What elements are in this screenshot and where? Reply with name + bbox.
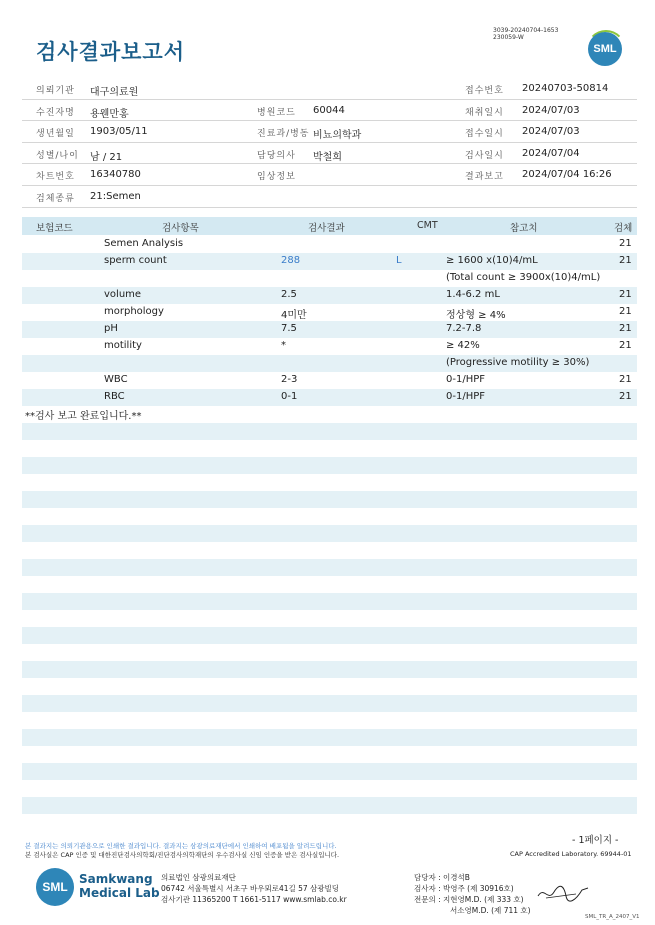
info-row: 생년월일 1903/05/11 진료과/병동 비뇨의학과 접수일시 2024/07/03: [22, 121, 637, 143]
patient-name: 용웬만홍: [90, 108, 129, 120]
table-row: WBC 2-3 0-1/HPF 21: [104, 374, 632, 385]
lab-name: Samkwang Medical Lab: [79, 872, 160, 900]
receipt-no: 20240703-50814: [522, 83, 609, 94]
footer-note: 본 결과지는 의뢰기관용으로 인쇄한 결과입니다. 결과지는 삼광의료재단에서 인쇄하여 배포됨을 알려드립니다.: [25, 842, 337, 850]
info-row: 수진자명 용웬만홍 병원코드 60044 채취일시 2024/07/03: [22, 100, 637, 122]
sml-footer-logo: SML: [36, 868, 74, 906]
department: 비뇨의학과: [313, 130, 362, 142]
receipt-date: 2024/07/03: [522, 126, 580, 138]
info-row: 성별/나이 남 / 21 담당의사 박철희 검사일시 2024/07/04: [22, 143, 637, 165]
table-row: (Progressive motility ≥ 30%): [22, 355, 637, 372]
hospital-code: 60044: [313, 104, 345, 116]
requester: 대구의료원: [90, 87, 139, 98]
signature-icon: [536, 882, 590, 904]
form-code: SML_TR_A_2407_V1: [585, 914, 640, 920]
page-number: - 1페이지 -: [572, 835, 619, 846]
empty-row: [22, 797, 637, 814]
table-row: sperm count 288 L ≥ 1600 x(10)4/mL 21: [22, 253, 637, 270]
empty-row: [22, 457, 637, 474]
empty-row: [22, 593, 637, 610]
table-row: volume 2.5 1.4-6.2 mL 21: [22, 287, 637, 304]
empty-row: [22, 491, 637, 508]
empty-row: [22, 559, 637, 576]
table-row: pH 7.5 7.2-7.8 21: [22, 321, 637, 338]
results-table-header: 보험코드 검사항목 검사결과 CMT 참고치 검체: [22, 217, 637, 235]
test-date: 2024/07/04: [522, 147, 580, 159]
cap-accreditation: CAP Accredited Laboratory. 69944-01: [510, 850, 632, 858]
specimen-type: 21:Semen: [90, 190, 141, 202]
sml-logo: SML: [588, 32, 622, 66]
lab-address: 의료법인 삼광의료재단 06742 서울특별시 서초구 바우뫼로41길 57 삼광빌딩 검사기관 11365200 T 1661-5117 www.smlab.co.kr: [161, 873, 347, 904]
results-table: [22, 236, 637, 406]
certification-note: 본 검사실은 CAP 인증 및 대한진단검사의학회/진단검사의학재단의 우수검사실 신임 인증을 받은 검사실입니다.: [25, 851, 340, 859]
report-title: 검사결과보고서: [36, 40, 186, 64]
empty-row: [22, 627, 637, 644]
chart-no: 16340780: [90, 169, 141, 181]
info-row: 검체종류 21:Semen: [22, 186, 637, 208]
table-row: Semen Analysis 21: [104, 238, 632, 249]
table-row: (Total count ≥ 3900x(10)4/mL): [446, 272, 601, 283]
empty-row: [22, 729, 637, 746]
sex-age: 남 / 21: [90, 151, 123, 163]
empty-row: [22, 423, 637, 440]
empty-row: [22, 661, 637, 678]
birth-date: 1903/05/11: [90, 126, 148, 138]
doctor: 박철희: [313, 151, 342, 163]
table-row: morphology 4미만 정상형 ≥ 4% 21: [104, 306, 632, 321]
document-id: 3039-20240704-1653 230059-W: [493, 27, 559, 41]
empty-row: [22, 763, 637, 780]
info-row: 차트번호 16340780 임상정보 결과보고 2024/07/04 16:26: [22, 164, 637, 186]
empty-row: [22, 525, 637, 542]
staff-list: 담당자 : 이경석B 검사자 : 박영주 (제 30916호) 전문의 : 지현영M.D. (제 333 호) 서소영M.D. (제 711 호): [414, 873, 531, 915]
empty-rows: [22, 423, 637, 831]
report-date: 2024/07/04 16:26: [522, 169, 612, 181]
patient-info: [22, 78, 637, 208]
table-row: motility * ≥ 42% 21: [104, 340, 632, 351]
completion-note: **검사 보고 완료입니다.**: [25, 411, 142, 422]
table-row: RBC 0-1 0-1/HPF 21: [22, 389, 637, 406]
info-row: 의뢰기관 대구의료원 접수번호 20240703-50814: [22, 78, 637, 100]
collect-date: 2024/07/03: [522, 104, 580, 116]
empty-row: [22, 695, 637, 712]
